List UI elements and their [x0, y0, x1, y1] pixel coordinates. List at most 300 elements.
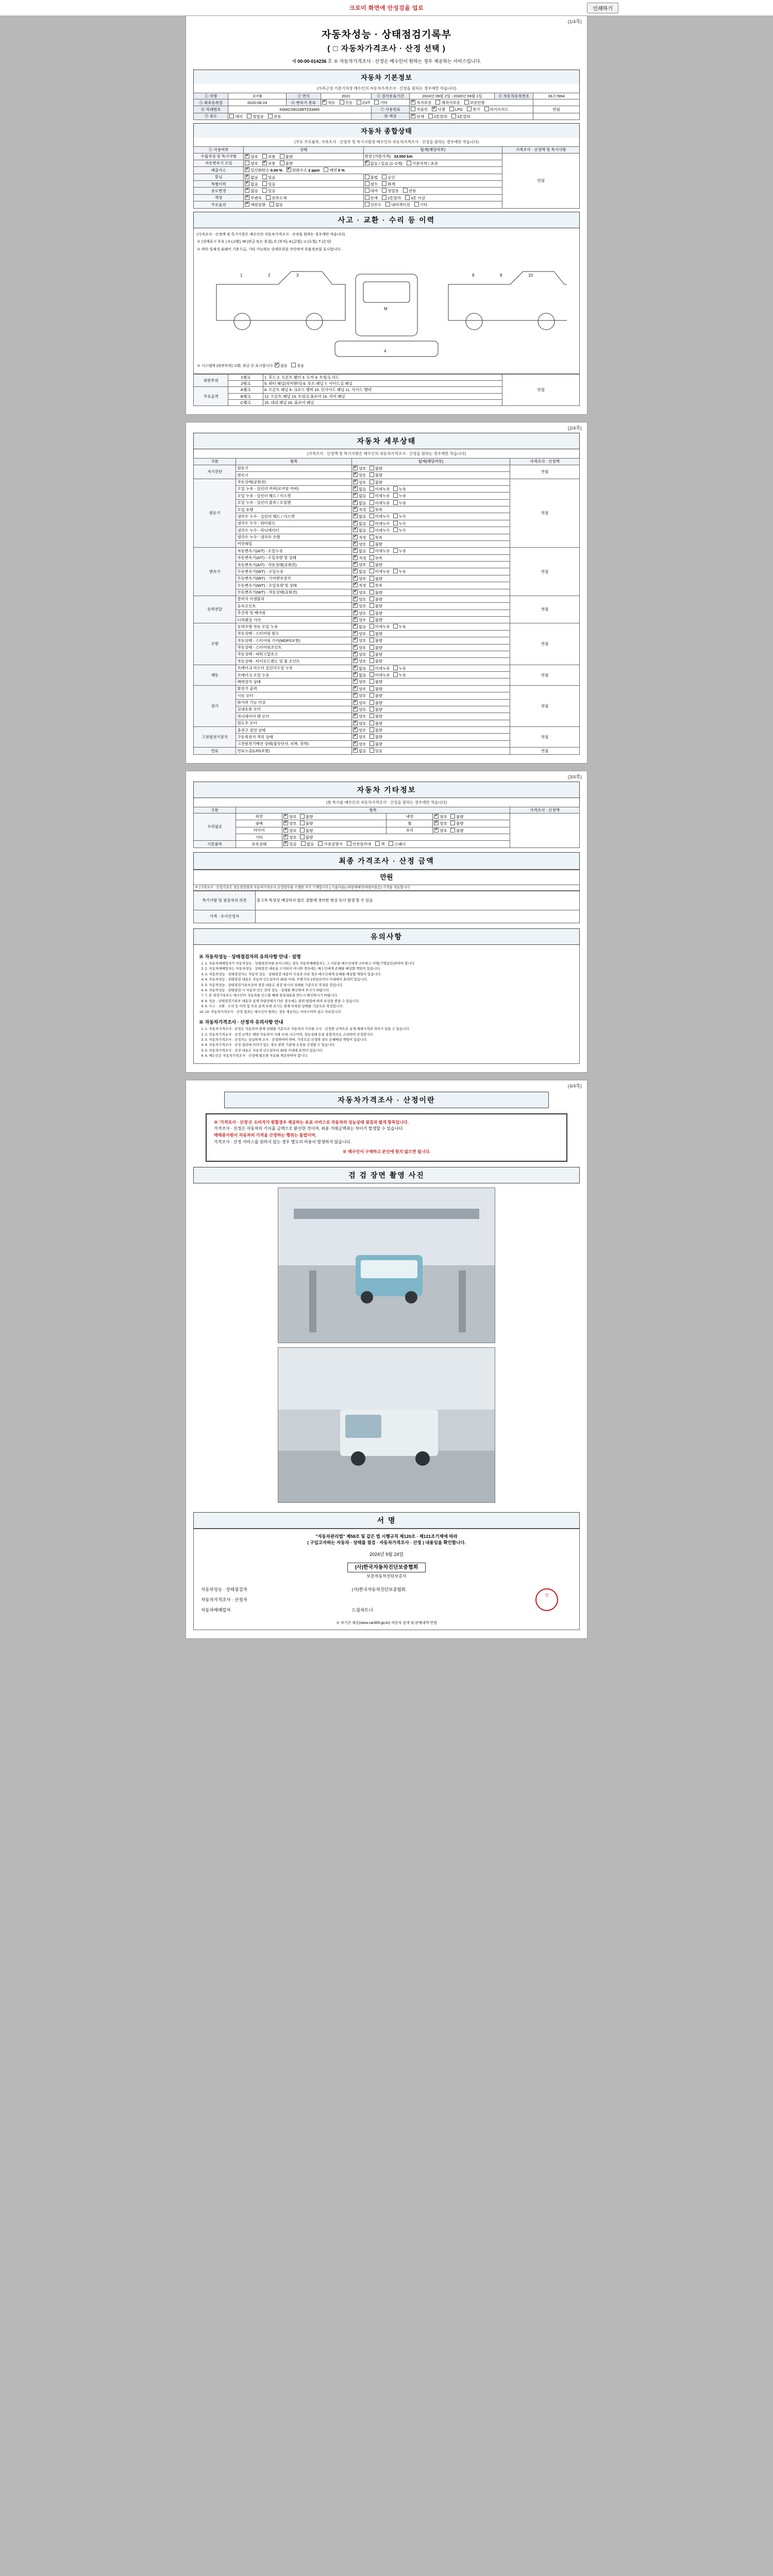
detail-item-options	[352, 499, 510, 506]
opt-적정[interactable]: ✔ 적정	[353, 555, 366, 561]
opt-rental[interactable]: 대여	[365, 188, 378, 193]
opt-good[interactable]: ✔ 양호	[245, 154, 258, 159]
opt-bad[interactable]: 불량	[450, 821, 464, 826]
opt-bad[interactable]: 불량	[300, 828, 313, 833]
opt-yes[interactable]: ✔ 있음	[283, 841, 297, 846]
detail-item-label: 자동변속기(A/T) - 오일누유	[236, 548, 352, 554]
overall-band: 자동차 종합상태	[193, 123, 580, 138]
notice-heading-1: ※ 자동차성능 · 상태점검자의 유의사항 안내 · 설명	[199, 954, 301, 959]
detail-item-options	[352, 472, 510, 479]
basic-item-manual[interactable]: 사용설명서	[318, 841, 342, 846]
svg-text:8: 8	[472, 273, 475, 278]
opt-부족[interactable]: 부족	[369, 507, 383, 512]
opt-적정[interactable]: ✔ 적정	[353, 535, 366, 540]
warn-line-5: ※ 매수인이 구매하고 본인에 원치 않으면 됩니다.	[342, 1149, 431, 1154]
detail-h0: 구분	[194, 459, 236, 465]
opt-불량[interactable]: 불량	[369, 679, 383, 684]
detail-item-label: 디퍼렌셜 기어	[236, 617, 352, 623]
detail-item-options	[352, 485, 510, 492]
opt-미세누수[interactable]: 미세누수	[369, 528, 390, 533]
opt-불량[interactable]: 불량	[369, 638, 383, 643]
opt-불량[interactable]: 불량	[369, 707, 383, 712]
opt-list[interactable]: ✔ 제원일람	[245, 202, 265, 207]
notice-item: 2. 2. 자동차가격조사 · 산정 금액은 해당 자동차의 거래 시세, 사고이력, 성능상태 등을 종합적으로 고려하여 산정합니다.	[205, 1032, 574, 1037]
opt-양호[interactable]: ✔ 양호	[353, 707, 366, 712]
table-row	[194, 891, 580, 910]
opt-no[interactable]: 없음	[301, 841, 314, 846]
opt-불량[interactable]: 불량	[369, 631, 383, 636]
detail-item-options	[352, 692, 510, 699]
opt-미세누수[interactable]: 미세누수	[369, 514, 390, 519]
opt-미세누유[interactable]: 미세누유	[369, 493, 390, 498]
opt-normal[interactable]: ✔ 보통	[262, 161, 276, 166]
basic-item-triangle[interactable]: 안전삼각대	[347, 841, 371, 846]
overall-row0-opts	[244, 153, 363, 160]
detail-item-label: 오일 누유 - 실린더 블록 / 오일팬	[236, 499, 352, 506]
opt-적정[interactable]: ✔ 적정	[353, 583, 366, 588]
opt-누유[interactable]: 누유	[393, 672, 407, 677]
table-row	[194, 748, 580, 754]
opt-누수[interactable]: 누수	[393, 514, 407, 519]
opt-없음[interactable]: ✔ 없음	[353, 748, 366, 753]
opt-불량[interactable]: 불량	[369, 480, 383, 485]
notice-item: 3. 3. 자동차성능 · 상태점검자는 자동차 성능 · 상태점검 내용이 사실과 다른 경우 매수인에게 손해를 배상할 책임이 있습니다.	[205, 972, 574, 977]
opt-none[interactable]: ✔ 없음 / 있음 (1~2개)	[365, 161, 402, 166]
opt-없음[interactable]: ✔ 없음	[353, 500, 366, 505]
detail-item-label: 커먼레일	[236, 540, 352, 547]
opt-none[interactable]: ✔ 없음	[245, 175, 258, 180]
etc-group-repair: 수리필요	[194, 813, 236, 841]
opt-미세누유[interactable]: 미세누유	[369, 548, 390, 553]
opt-bad[interactable]: 불량	[280, 154, 293, 159]
detail-item-options	[352, 740, 510, 747]
detail-item-label: 오일 유량	[236, 506, 352, 513]
opt-양호[interactable]: ✔ 양호	[353, 638, 366, 643]
detail-item-label: 클러치 어셈블리	[236, 596, 352, 602]
opt-none[interactable]: ✔ 없음	[245, 188, 258, 193]
guarantee-opt-self[interactable]: ✔ 자가보증	[411, 100, 431, 105]
notice-item: 6. 6. 매도인은 자동차가격조사 · 산정에 필요한 자료를 제공하여야 합니다.	[205, 1054, 574, 1058]
emission-smoke[interactable]: 매연 0 %	[324, 167, 345, 173]
basic-info-table	[193, 93, 580, 121]
accident-note: (가격조사 · 산정액 및 특기사항은 매수인의 자동차가격조사 · 산정을 원하는 경우에만 작습니다)	[197, 232, 345, 236]
basic-item-spanner[interactable]: 스패너	[389, 841, 406, 846]
overall-note: (주요 주요품목, 가족조사 · 산정작 및 목기사람장 매수인의 자동차가격조사 · 산정을 원하는 경우에만 작습니다)	[193, 138, 580, 146]
signature-table	[198, 1584, 575, 1615]
trans-opt-manual[interactable]: 수동	[340, 100, 353, 105]
opt-fullpaint[interactable]: 전부도색	[266, 195, 287, 200]
overall-row5-name: 용도변경	[194, 188, 244, 194]
detail-item-label: 브레이크 마스터 실린더오일 누유	[236, 665, 352, 671]
fuel-opt-lpg[interactable]: LPG	[449, 107, 463, 112]
accident-opt-none[interactable]: ✔ 없음	[275, 363, 288, 369]
overall-row6-opts	[244, 194, 363, 201]
guarantee-opt-none[interactable]: 보증안함	[464, 100, 485, 105]
usage-opt-rental[interactable]: 대여	[229, 114, 243, 119]
detail-group-label: 동력전달	[194, 596, 236, 623]
opt-불량[interactable]: 불량	[369, 617, 383, 622]
opt-불량[interactable]: 불량	[369, 693, 383, 698]
opt-good[interactable]: ✔ 양호	[283, 835, 297, 840]
opt-양호[interactable]: ✔ 양호	[353, 700, 366, 705]
overall-h2: 탑재(해당여부)	[363, 147, 502, 153]
detail-item-options	[352, 623, 510, 630]
basic-info-note: (가족근성 기준기차장 매수인의 자동차가격조사 · 산정을 원하는 경우에만 작습니다)	[193, 84, 580, 93]
detail-item-label: 윈도우 모터	[236, 720, 352, 726]
notice-item: 5. 5. 자동차성능 · 상태점검기록부상의 점검 내용은 점검 당시의 상태를 기준으로 작성된 것입니다.	[205, 983, 574, 988]
opt-부족[interactable]: 부족	[369, 583, 383, 588]
opt-양호[interactable]: ✔ 양호	[353, 686, 366, 691]
opt-불량[interactable]: 불량	[369, 727, 383, 733]
notice-item: 4. 4. 자동차가격조사 · 산정 결과에 이의가 있는 경우 관련 기관에 조정을 신청할 수 있습니다.	[205, 1043, 574, 1047]
opt-미세누유[interactable]: 미세누유	[369, 500, 390, 505]
label-usage: ⑨ 용도	[194, 113, 228, 120]
detail-item-options	[352, 699, 510, 706]
opt-two[interactable]: 2톤칼라	[382, 195, 401, 200]
opt-불량[interactable]: 불량	[369, 590, 383, 595]
opt-있음[interactable]: 있음	[369, 748, 383, 753]
etc-item-polish: 광택	[236, 820, 282, 827]
label-carname: ① 차명	[194, 93, 228, 99]
opt-bad[interactable]: 불량	[300, 814, 313, 819]
detail-price-note: 연필	[510, 727, 580, 748]
opt-bad[interactable]: 불량	[450, 828, 464, 833]
svg-text:2: 2	[268, 273, 271, 278]
detail-item-options	[352, 651, 510, 657]
etc-h1: 항목	[236, 807, 510, 813]
opt-불량[interactable]: 불량	[369, 541, 383, 547]
opt-good[interactable]: ✔ 양호	[434, 821, 447, 826]
detail-item-label: 자동변속기(A/T) - 오일유량 및 상태	[236, 554, 352, 561]
table-row	[194, 479, 580, 485]
opt-exists[interactable]: 있음	[262, 188, 276, 193]
opt-미세누수[interactable]: 미세누수	[369, 521, 390, 526]
etcinfo-table	[193, 807, 580, 848]
opt-미세누유[interactable]: 미세누유	[369, 672, 390, 677]
etc-item-glass: 유리	[386, 827, 433, 834]
opt-양호[interactable]: ✔ 양호	[353, 631, 366, 636]
detail-item-options	[352, 520, 510, 527]
opt-good[interactable]: 양호	[245, 161, 258, 166]
basic-etc-3	[533, 113, 580, 120]
opt-미세누유[interactable]: 미세누유	[369, 666, 390, 671]
opt-부족[interactable]: 부족	[369, 535, 383, 540]
detail-item-options	[352, 582, 510, 589]
page4-footer: ※ 차기간 제공(www.car365.go.kr) 자동차 검색 및 판매내역 민원	[336, 1621, 437, 1625]
detail-price-note: 연필	[510, 596, 580, 623]
table-row	[194, 106, 580, 113]
opt-sunroof[interactable]: 선루프	[365, 202, 382, 207]
opt-누유[interactable]: 누유	[393, 624, 407, 629]
svg-text:9: 9	[500, 273, 502, 278]
table-row	[194, 813, 580, 820]
opt-없음[interactable]: ✔ 없음	[353, 528, 366, 533]
opt-양호[interactable]: ✔ 양호	[353, 466, 366, 471]
opt-fire[interactable]: 화재	[382, 181, 395, 187]
rank-a-items: 8. 프론트 패널 9. 크로스 멤버 10. 인사이드 패널 11. 사이드 멤버	[263, 387, 502, 393]
opt-없음[interactable]: ✔ 없음	[353, 624, 366, 629]
opt-없음[interactable]: ✔ 없음	[353, 672, 366, 677]
opt-미세누유[interactable]: 미세누유	[369, 486, 390, 492]
overall-row2-vals	[244, 167, 502, 174]
opt-없음[interactable]: ✔ 없음	[353, 548, 366, 553]
company-sub: 보분차동차진단보증사	[366, 1573, 407, 1579]
etc-item-tire: 타이어	[236, 827, 282, 834]
detail-band: 자동차 세부상태	[193, 433, 580, 449]
etc-opts-hold	[282, 841, 510, 848]
opt-양호[interactable]: ✔ 양호	[353, 734, 366, 739]
detail-item-options	[352, 527, 510, 534]
opt-누유[interactable]: 누유	[393, 548, 407, 553]
emission-hc[interactable]: ✔ 탄화수소 2 ppm	[287, 167, 320, 173]
overall-row1-val	[363, 160, 502, 166]
final-amount-note: ※ (가격조사 · 산정기준은 성능점검결과 자동차가격조사 산정업무를 수행한 자가 기재합니다.) 기술사용(□차량재매각/차량이용등) 가격을 적용합니다	[194, 885, 580, 890]
opt-불량[interactable]: 불량	[369, 714, 383, 719]
detail-group-label: 제동	[194, 665, 236, 685]
detail-item-label: 배력장치 상태	[236, 679, 352, 685]
detail-item-label: 와이퍼 기능 이상	[236, 699, 352, 706]
opt-over[interactable]: 기준가격 / 초과	[407, 161, 438, 166]
opt-양호[interactable]: ✔ 양호	[353, 576, 366, 581]
notice-body	[193, 945, 580, 1064]
trans-opt-auto[interactable]: ✔ 자동	[322, 100, 335, 105]
detail-item-options	[352, 568, 510, 575]
label-fuel: ⑦ 사용연료	[371, 106, 410, 113]
opt-none[interactable]: ✔ 없음	[245, 181, 258, 187]
detail-item-label: 냉각수 누수 - 냉각수 수량	[236, 534, 352, 540]
opt-양호[interactable]: ✔ 양호	[353, 617, 366, 622]
etc-price-note	[510, 813, 580, 848]
accident-opt-exists[interactable]: 있음	[291, 363, 304, 369]
overall-row3-opts	[244, 174, 363, 180]
opt-불량[interactable]: 불량	[369, 652, 383, 657]
color-opt-single[interactable]: ✔ 단색	[411, 114, 424, 119]
detail-item-label: 자동변속기(A/T) - 작동상태(공회전)	[236, 562, 352, 568]
rank-group-outer: 외판부위	[194, 374, 228, 387]
opt-양호[interactable]: ✔ 양호	[353, 597, 366, 602]
notice-item: 2. 2. 자동차매매업자는 자동차성능 · 상태점검 내용을 고지하지 아니한 경우에는 매수인에게 손해를 배상할 책임이 있습니다.	[205, 967, 574, 971]
opt-good[interactable]: ✔ 양호	[434, 814, 447, 819]
detail-item-label: 수동변속기(M/T) - 오일누유	[236, 568, 352, 575]
opt-불량[interactable]: 불량	[369, 611, 383, 616]
detail-item-options	[352, 685, 510, 692]
opt-양호[interactable]: ✔ 양호	[353, 714, 366, 719]
trans-opt-cvt[interactable]: CVT	[357, 100, 370, 105]
basic-item-jack[interactable]: 잭	[375, 841, 384, 846]
opt-누수[interactable]: 누수	[393, 528, 407, 533]
etc-opts-other	[282, 834, 510, 841]
rank-c: C랭크	[228, 400, 263, 406]
opt-불량[interactable]: 불량	[369, 734, 383, 739]
detail-price-note: 연필	[510, 685, 580, 726]
detail-item-label: 냉각수 누수 - 실린더 헤드 / 가스켓	[236, 513, 352, 520]
fuel-opt-gasoline[interactable]: 가솔린	[411, 107, 428, 112]
opt-bad[interactable]: 불량	[450, 814, 464, 819]
opt-양호[interactable]: ✔ 양호	[353, 603, 366, 608]
opt-exists[interactable]: 있음	[262, 175, 276, 180]
table-row	[194, 727, 580, 734]
detail-item-options	[352, 506, 510, 513]
value-year: 2021	[321, 93, 371, 99]
opt-누유[interactable]: 누유	[393, 569, 407, 574]
opt-bad[interactable]: 불량	[300, 821, 313, 826]
page-3	[186, 771, 587, 1073]
opt-미세누유[interactable]: 미세누유	[369, 624, 390, 629]
basic-etc-2: 연필	[533, 106, 580, 113]
svg-text:10: 10	[528, 273, 533, 278]
opt-etc[interactable]: 기타	[414, 202, 428, 207]
opt-nopaint[interactable]: ✔ 무변속	[245, 195, 262, 200]
notice-item: 8. 8. 성능 · 상태점검기록부 내용과 실제 차량상태가 다른 경우에는 관련 법령에 따라 보상을 받을 수 있습니다.	[205, 999, 574, 1004]
opt-normal[interactable]: 보통	[262, 154, 276, 159]
detail-item-label: 변속기	[236, 472, 352, 479]
accident-bottom-note: ※ 시스템에 (외관부위) 교환, 판금 등 표시합니다. ✔ 없음 있음	[197, 362, 576, 370]
overall-note-cell: 연필	[502, 153, 580, 208]
opt-누유[interactable]: 누유	[393, 666, 407, 671]
table-row	[194, 548, 580, 554]
detail-item-options	[352, 513, 510, 520]
usage-opt-business[interactable]: 영업용	[247, 114, 264, 119]
color-opt-three[interactable]: 3톤칼라	[451, 114, 470, 119]
emission-co[interactable]: ✔ 일산화탄소 0.04 %	[245, 167, 282, 173]
price-warning-box	[206, 1113, 567, 1162]
opt-양호[interactable]: ✔ 양호	[353, 652, 366, 657]
opt-none[interactable]: 없음	[270, 202, 283, 207]
opt-양호[interactable]: ✔ 양호	[353, 658, 366, 664]
opt-불량[interactable]: 불량	[369, 721, 383, 726]
value-guarantee	[410, 99, 533, 106]
opt-양호[interactable]: ✔ 양호	[353, 741, 366, 747]
top-notice: 크로미 화면에 안성검을 업로	[349, 5, 424, 11]
detail-item-options	[352, 630, 510, 637]
opt-불량[interactable]: 불량	[369, 658, 383, 664]
guarantee-opt-maker[interactable]: 제작사보증	[435, 100, 460, 105]
opt-부족[interactable]: 부족	[369, 555, 383, 561]
etcinfo-note: (항 특기를 매수인의 자동차가격조사 · 산정을 원하는 경우에만 작습니다)	[193, 798, 580, 807]
opt-양호[interactable]: ✔ 양호	[353, 472, 366, 478]
detail-item-options	[352, 637, 510, 644]
detail-item-label: 냉각수 누수 - 라디에이터	[236, 527, 352, 534]
opt-bad[interactable]: 불량	[300, 835, 313, 840]
overall-row1-opts	[244, 160, 363, 166]
opt-good[interactable]: ✔ 양호	[283, 814, 297, 819]
opt-불량[interactable]: 불량	[369, 597, 383, 602]
opt-없음[interactable]: ✔ 없음	[353, 514, 366, 519]
detail-item-label: 오일 누유 - 실린더 커버(로커암 커버)	[236, 485, 352, 492]
usage-opt-official[interactable]: 관용	[268, 114, 281, 119]
opt-미세누유[interactable]: 미세누유	[369, 569, 390, 574]
rank-group-frame: 주요골격	[194, 387, 228, 406]
car-outline-svg	[206, 253, 567, 359]
overall-row2-name: 배출가스	[194, 167, 244, 174]
opt-누유[interactable]: 누유	[393, 493, 407, 498]
opt-양호[interactable]: ✔ 양호	[353, 611, 366, 616]
seller-label: 가격 · 조사산정자	[194, 910, 256, 923]
opt-official[interactable]: 관용	[403, 188, 416, 193]
print-button[interactable]: 인쇄하기	[587, 3, 618, 13]
opt-양호[interactable]: ✔ 양호	[353, 541, 366, 547]
opt-없음[interactable]: ✔ 없음	[353, 486, 366, 492]
accident-desc1: ※ (상태표시 부호 ) X (교환), W (판금 또는 용접), C (부식), A (긁힘), U (요철), T (손상)	[197, 240, 331, 244]
etc-item-wheel: 휠	[386, 820, 433, 827]
opt-single[interactable]: 단색	[365, 195, 378, 200]
opt-누유[interactable]: 누유	[393, 500, 407, 505]
opt-양호[interactable]: ✔ 양호	[353, 645, 366, 650]
opt-approved[interactable]: 승인	[382, 175, 395, 180]
opt-three[interactable]: 3톤 이상	[405, 195, 425, 200]
opt-불량[interactable]: 불량	[369, 645, 383, 650]
opt-양호[interactable]: ✔ 양호	[353, 562, 366, 567]
accident-price-note: 연필	[502, 374, 580, 406]
opt-bad[interactable]: 불량	[280, 161, 293, 166]
page-4	[186, 1080, 587, 1639]
signature-band: 서 명	[193, 1512, 580, 1529]
opt-양호[interactable]: ✔ 양호	[353, 679, 366, 684]
opt-good[interactable]: ✔ 양호	[283, 828, 297, 833]
opt-good[interactable]: ✔ 양호	[434, 828, 447, 833]
warn-line-2: 가격조사 · 산정은 자동차의 가치를 금액으로 환산한 것이며, 최종 거래금액과는 차이가 발생할 수 있습니다.	[214, 1126, 404, 1131]
opt-적정[interactable]: ✔ 적정	[353, 507, 366, 512]
opt-불량[interactable]: 불량	[369, 466, 383, 471]
fuel-opt-diesel[interactable]: ✔ 디젤	[432, 107, 445, 112]
detail-item-options	[352, 727, 510, 734]
opt-양호[interactable]: ✔ 양호	[353, 590, 366, 595]
opt-없음[interactable]: ✔ 없음	[353, 521, 366, 526]
opt-불량[interactable]: 불량	[369, 700, 383, 705]
table-row	[194, 685, 580, 692]
opt-good[interactable]: ✔ 양호	[283, 821, 297, 826]
opt-누수[interactable]: 누수	[393, 521, 407, 526]
sign-row2-label: 자동차매매업자	[201, 1607, 231, 1613]
opt-불량[interactable]: 불량	[369, 741, 383, 747]
opt-불량[interactable]: 불량	[369, 576, 383, 581]
opt-불량[interactable]: 불량	[369, 472, 383, 478]
opt-flood[interactable]: 침수	[365, 181, 378, 187]
opt-없음[interactable]: ✔ 없음	[353, 493, 366, 498]
opt-illegal[interactable]: 불법	[365, 175, 378, 180]
fuel-opt-hybrid[interactable]: 하이브리드	[484, 107, 509, 112]
opt-양호[interactable]: ✔ 양호	[353, 721, 366, 726]
opt-양호[interactable]: ✔ 양호	[353, 480, 366, 485]
docno-value: 00-00-014236	[297, 58, 327, 64]
color-opt-two[interactable]: 2톤칼라	[428, 114, 447, 119]
detail-item-label: 작동상태 - 스티어링 기어(MDPS포함)	[236, 637, 352, 644]
detail-price-note: 연필	[510, 623, 580, 665]
table-row	[194, 870, 580, 885]
warn-line-1: ※ '가격조사 · 산정'은 소비자가 원할경우 제공하는 유료 서비스로 자동차의 성능상태 점검과 별개 항목입니다.	[214, 1120, 409, 1125]
opt-nav[interactable]: 내비게이션	[385, 202, 410, 207]
etc-opts-tire	[282, 827, 386, 834]
opt-불량[interactable]: 불량	[369, 603, 383, 608]
detail-item-label: 브레이크 오일 누유	[236, 672, 352, 679]
opt-불량[interactable]: 불량	[369, 562, 383, 567]
trans-opt-etc[interactable]: 기타	[374, 100, 388, 105]
opt-누유[interactable]: 누유	[393, 486, 407, 492]
opt-business[interactable]: 영업용	[382, 188, 399, 193]
value-color	[410, 113, 533, 120]
svg-text:3: 3	[296, 273, 299, 278]
sign-row0-label: 자동차성능 · 상태점검자	[201, 1586, 247, 1592]
opt-양호[interactable]: ✔ 양호	[353, 693, 366, 698]
opt-없음[interactable]: ✔ 없음	[353, 569, 366, 574]
fuel-opt-ev[interactable]: 전기	[467, 107, 480, 112]
opt-exists[interactable]: 있음	[262, 181, 276, 187]
opt-양호[interactable]: ✔ 양호	[353, 727, 366, 733]
opt-없음[interactable]: ✔ 없음	[353, 666, 366, 671]
photo-band: 검 검 장면 촬영 사진	[193, 1167, 580, 1183]
page-1-number: (1/4쪽)	[567, 19, 582, 24]
opt-불량[interactable]: 불량	[369, 686, 383, 691]
